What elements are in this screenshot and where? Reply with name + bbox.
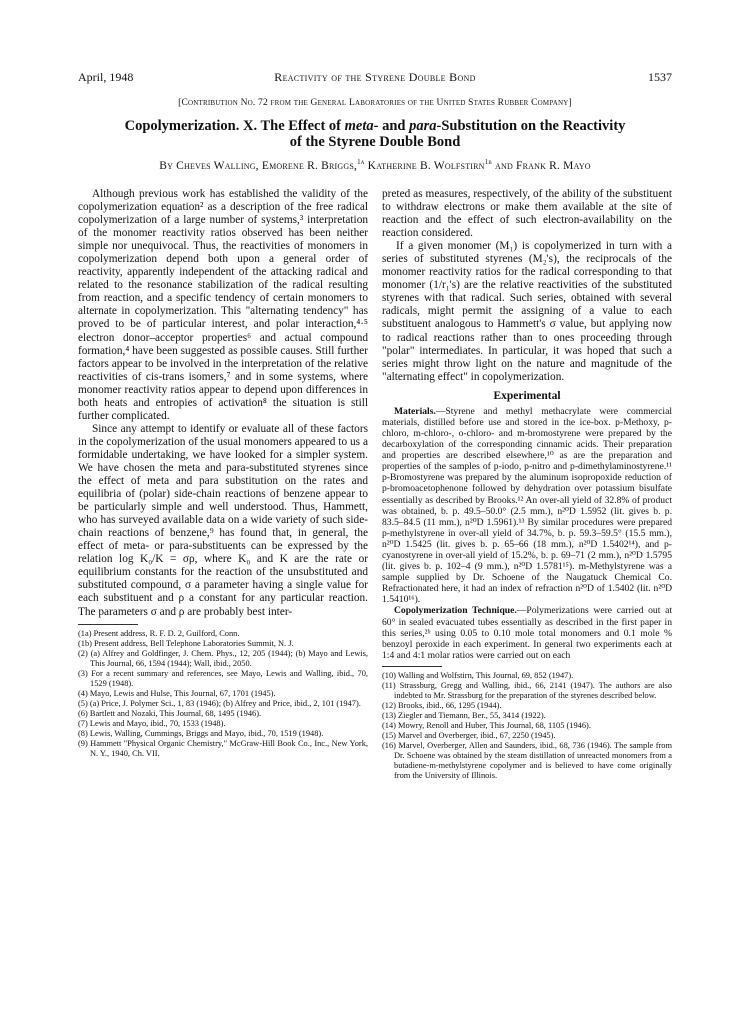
- materials-text: —Styrene and methyl methacrylate were commercial materials, distilled before use and stored in the ice-box. p-Methoxy, p-chloro, m-chloro-, o-chloro- and m-bromostyrene were prepared by the decarboxylation of the corresponding cinnamic acids. Their preparation and properties are described elsewhere,¹⁰ as are the preparation and properties of the samples of p-iodo, p-nitro and p-dimethylaminostyrene.¹¹ p-Bromostyrene was prepared by the aluminum isopropoxide reduction of p-bromoacetophenone followed by dehydration over potassium bisulfate essentially as described by Brooks.¹² An over-all yield of 32.8% of product was obtained, b. p. 49.5–50.0° (2.5 mm.), n²⁰D 1.5952 (lit. gives b. p. 83.5–84.5 (11 mm.), n²⁰D 1.5961).¹³ By similar procedures were prepared p-methylstyrene in over-all yield of 34.7%, b. p. 59.3–59.5° (15.5 mm.), n²⁰D 1.5425 (lit. gives b. p. 65–66 (18 mm.), n²⁰D 1.5402¹⁴), and p-cyanostyrene in over-all yield of 15.2%, b. p. 69–71 (2 mm.), n²⁰D 1.5795 (lit. gives b. p. 102–4 (9 mm.), n²⁰D 1.5781¹⁵). m-Methylstyrene was a sample supplied by Dr. Schoene of the Naugatuck Chemical Co. Refractionated here, it had an index of refraction n²⁰D of 1.5402 (lit. n²⁰D 1.5410¹⁶).: [382, 405, 672, 606]
- authors-prefix: By: [159, 159, 177, 172]
- footnote: (14) Mowry, Renoll and Huber, This Journal, 68, 1105 (1946).: [382, 720, 591, 730]
- intro-paragraph-2: Since any attempt to identify or evaluate all of these factors in the copolymerization of the usual monomers appeared to us a formidable undertaking, we have looked for a simpler system. We have chosen the meta and para-substituted styrenes since the effect of meta and para substitution on the rates and equilibria of (polar) side-chain reactions of benzene appear to be particularly simple and well understood. Thus, Hammett, who has surveyed available data on a wide variety of such side-chain reactions of benzene,⁹ has found that, in general, the effect of meta- or para-substituents can be expressed by the relation log K₀/K = σρ, where K₀ and K are the rate or equilibrium constants for the reaction of the unsubstituted and substituted compound, σ a parameter having a single value for each substituent and ρ a constant for any particular reaction. The parameters σ and ρ are probably best inter-: [78, 422, 368, 618]
- author-2: Emorene R. Briggs,: [261, 159, 358, 172]
- right-footnotes: [382, 671, 672, 781]
- footnote: (10) Walling and Wolfstirn, This Journal, 69, 852 (1947).: [382, 670, 574, 680]
- footnote: (1b) Present address, Bell Telephone Laboratories Summit, N. J.: [78, 638, 294, 648]
- footnote: (13) Ziegler and Tiemann, Ber., 55, 3414 (1922).: [382, 710, 546, 720]
- footnote: (6) Bartlett and Nozaki, This Journal, 68, 1495 (1946).: [78, 708, 262, 718]
- technique-label: Copolymerization Technique.: [394, 605, 517, 617]
- title-line-1: [78, 118, 672, 134]
- left-column: [78, 188, 368, 759]
- author-line: [78, 158, 672, 172]
- footnote: (1a) Present address, R. F. D. 2, Guilford, Conn.: [78, 628, 240, 638]
- footnote: (2) (a) Alfrey and Goldfinger, J. Chem. Phys., 12, 205 (1944); (b) Mayo and Lewis, This Journal, 66, 1594 (1944); Wall, ibid., 2050.: [78, 648, 368, 668]
- footnote-rule: [382, 666, 442, 667]
- header-page-number: 1537: [648, 70, 672, 84]
- section-heading-experimental: Experimental: [493, 389, 561, 402]
- technique-paragraph: [382, 605, 672, 660]
- intro-paragraph-1: Although previous work has established the validity of the copolymerization equation² as a description of the free radical copolymerization of a large number of systems,³ interpretation of the monomer reactivity ratios observed has been neither simple nor unequivocal. Thus, the reactivities of monomers in copolymerization depend both upon a general order of reactivity, apparently independent of the attacking radical and related to the resonance stabilization of the radical resulting from reaction, and a specific tendency of certain monomers to alternate in copolymerization. This "alternating tendency" has proved to be of particular interest, and polar interaction,⁴·⁵ electron donor–acceptor properties⁶ and actual compound formation,⁴ have been suggested as possible causes. Still further factors appear to be involved in the interpretation of the relative reactivities of cis-trans isomers,⁷ and in some systems, where monomer reactivity ratios appear to depend upon differences in both heats and entropies of activation⁸ the situation is still further complicated.: [78, 188, 368, 422]
- footnote: (8) Lewis, Walling, Cummings, Briggs and Mayo, ibid., 70, 1519 (1948).: [78, 728, 324, 738]
- title-part-1: Copolymerization. X. The Effect of: [124, 118, 345, 134]
- footnote: (5) (a) Price, J. Polymer Sci., 1, 83 (1946); (b) Alfrey and Price, ibid., 2, 101 (1947).: [78, 698, 361, 708]
- author-4: and Frank R. Mayo: [491, 159, 591, 172]
- header-date: April, 1948: [78, 70, 134, 84]
- materials-label: Materials.: [394, 405, 436, 417]
- header-running-title: Reactivity of the Styrene Double Bond: [274, 70, 476, 84]
- author-3-footnote: 1b: [484, 158, 492, 166]
- footnote: (16) Marvel, Overberger, Allen and Saunders, ibid., 68, 736 (1946). The sample from Dr. Schoene was obtained by the steam distillation of unreacted monomers from a butadiene-m-methylstyrene copolymer and is believed to have come originally from the University of Illinois.: [382, 740, 672, 780]
- title-part-2: - and: [373, 118, 410, 134]
- author-2-footnote: 1a: [357, 158, 365, 166]
- title-meta: meta: [344, 118, 374, 134]
- footnote: (12) Brooks, ibid., 66, 1295 (1944).: [382, 700, 502, 710]
- body-paragraph-3: If a given monomer (M₁) is copolymerized in turn with a series of substituted styrenes (M₂'s), the reciprocals of the monomer reactivity ratios for the radical corresponding to that monomer (1/r₁'s) are the relative reactivities of the substituted styrenes with that radical. Such series, obtained with several radicals, might permit the assigning of a value to each substituent analogous to Hammett's σ value, but applying now to radical reactions rather than to ones proceeding through "polar" intermediates. In particular, it was hoped that such a series might throw light on the nature and magnitude of the "alternating effect" in copolymerization.: [382, 240, 672, 383]
- experimental-text: [382, 406, 672, 661]
- author-3: Katherine B. Wolfstirn: [364, 159, 485, 172]
- footnote: (3) For a recent summary and references, see Mayo, Lewis and Walling, ibid., 70, 1529 (1948).: [78, 668, 368, 688]
- technique-text: —Polymerizations were carried out at 60° in sealed evacuated tubes essentially as described in the first paper in this series,²ᵇ using 0.05 to 0.10 mole total monomers and 0.1 mole % benzoyl peroxide in each experiment. In general two experiments each at 1:4 and 4:1 molar ratios were carried out on each: [382, 605, 672, 661]
- footnote: (11) Strassburg, Gregg and Walling, ibid., 66, 2141 (1947). The authors are also indebted to Mr. Strassburg for the preparation of the styrenes described below.: [382, 680, 672, 700]
- footnote-rule: [78, 624, 138, 625]
- contribution-line: [Contribution No. 72 from the General Laboratories of the United States Rubber Company]: [178, 98, 572, 108]
- author-1: Cheves Walling,: [176, 159, 262, 172]
- body-paragraph-continued: preted as measures, respectively, of the ability of the substituent to withdraw electrons or make them available at the site of reaction and the effect of such electron-availability on the reaction considered.: [382, 188, 672, 240]
- right-column: [382, 188, 672, 781]
- title-para: para: [409, 118, 437, 134]
- title-line-2: of the Styrene Double Bond: [289, 134, 461, 150]
- footnote: (9) Hammett "Physical Organic Chemistry," McGraw-Hill Book Co., Inc., New York, N. Y., 1940, Ch. VII.: [78, 738, 368, 758]
- article-title: [78, 118, 672, 150]
- footnote: (7) Lewis and Mayo, ibid., 70, 1533 (1948).: [78, 718, 226, 728]
- materials-paragraph: [382, 406, 672, 606]
- footnote: (15) Marvel and Overberger, ibid., 67, 2250 (1945).: [382, 730, 556, 740]
- title-part-3: -Substitution on the Reactivity: [436, 118, 626, 134]
- left-footnotes: [78, 629, 368, 759]
- footnote: (4) Mayo, Lewis and Hulse, This Journal, 67, 1701 (1945).: [78, 688, 276, 698]
